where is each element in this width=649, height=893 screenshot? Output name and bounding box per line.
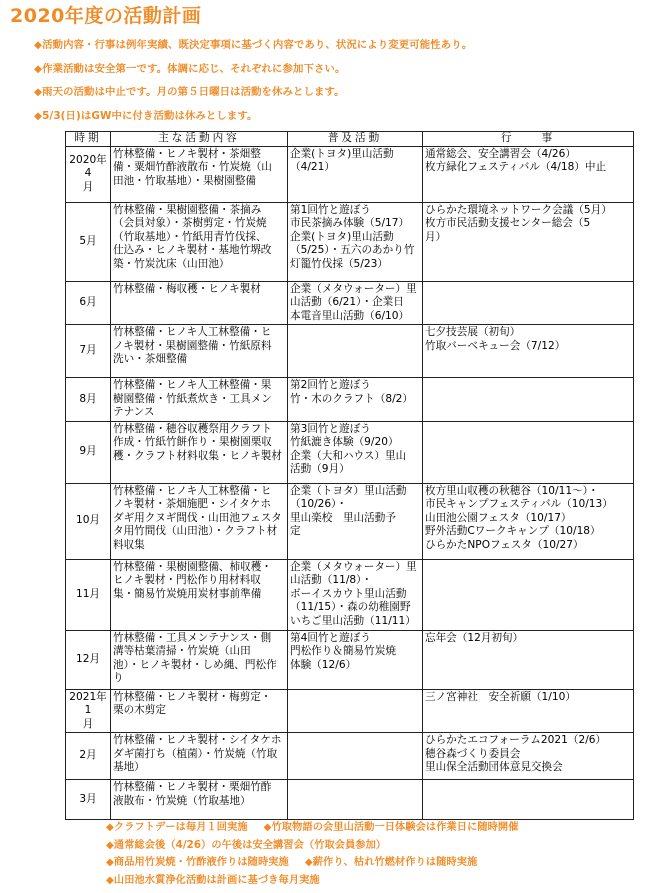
page-title: 2020年度の活動計画 <box>10 5 202 27</box>
events-cell <box>423 421 634 483</box>
cell-text-line: 穂谷森づくり委員会 <box>425 747 521 760</box>
work-cell <box>111 281 288 325</box>
header-work: 主な活動内容 <box>111 132 288 147</box>
period-cell <box>66 421 111 483</box>
period-cell <box>66 202 111 281</box>
cell-text-line: ひらかたエコフォーラム2021（2/6） <box>425 734 607 746</box>
cell-text-line: 里山保全活動団体意見交換会 <box>425 761 563 773</box>
cell-text-line: 5月 <box>79 234 97 247</box>
work-cell <box>111 689 288 733</box>
cell-text-line: 山田池公園フェスタ（10/17） <box>425 511 572 524</box>
work-cell <box>111 378 288 422</box>
period-cell <box>66 689 111 733</box>
cell-text-line: 定 <box>290 525 301 537</box>
cell-text-line: 竹紙漉き体験（9/20） <box>290 436 399 448</box>
table-row <box>66 780 634 820</box>
cell-text-line: 竹・木のクラフト（8/2） <box>290 392 413 405</box>
work-cell <box>111 421 288 483</box>
cell-text-line: 山活動（11/8）・ <box>290 574 373 586</box>
outreach-cell <box>288 325 423 378</box>
period-cell <box>66 281 111 325</box>
outreach-cell <box>288 202 423 281</box>
cell-text-line: 集・簡易竹炭焼用炭材事前準備 <box>113 587 262 600</box>
cell-text-line: 栗の木剪定 <box>113 704 166 716</box>
note-item: ◆雨天の活動は中止です。月の第５日曜日は活動を休みとします。 <box>34 86 345 98</box>
cell-text-line: 竹取バーベキュー会（7/12） <box>425 339 566 352</box>
cell-text-line: ボーイスカウト里山活動 <box>290 587 407 600</box>
cell-text-line: 灯籠竹伐採（5/23） <box>290 257 388 270</box>
table-header-row <box>66 132 634 147</box>
period-cell <box>66 780 111 820</box>
table-row <box>66 146 634 202</box>
cell-text-line: 市民茶摘み体験（5/17） <box>290 217 410 229</box>
cell-text-line: 8月 <box>79 392 97 405</box>
cell-text-line: 基地） <box>113 761 145 773</box>
cell-text-line: 野外活動Cワークキャンプ（10/18） <box>425 525 601 537</box>
cell-text-line: 竹林整備・穂谷収穫祭用クラフト <box>113 422 272 435</box>
table-row <box>66 378 634 422</box>
cell-text-line: 企業（メタウォーター）里 <box>290 282 417 295</box>
cell-text-line: 樹園整備・竹紙煮炊き・工具メン <box>113 392 272 405</box>
table-row <box>66 630 634 689</box>
table-row <box>66 559 634 630</box>
cell-text-line: （11/15）・森の幼稚園野 <box>290 601 411 613</box>
cell-text-line: 月） <box>425 230 447 243</box>
work-cell <box>111 780 288 820</box>
cell-text-line: テナンス <box>113 406 155 418</box>
table-row <box>66 325 634 378</box>
cell-text-line: ヒノキ製材・門松作り用材料収 <box>113 574 261 586</box>
cell-text-line: 料収集 <box>113 538 145 551</box>
table-row <box>66 202 634 281</box>
cell-text-line: 枚方里山収穫の秋穂谷（10/11～）・ <box>425 484 599 497</box>
cell-text-line: 竹林整備・工具メンテナンス・側 <box>113 631 272 644</box>
cell-text-line: ひらかた環境ネットワーク会議（5月） <box>425 203 612 216</box>
work-cell <box>111 325 288 378</box>
cell-text-line: 12月 <box>75 652 101 665</box>
cell-text-line: 里山楽校 里山活動予 <box>290 511 396 524</box>
cell-text-line: いちご里山活動（11/11） <box>290 614 416 627</box>
footer-notes <box>106 818 646 888</box>
events-cell <box>423 325 634 378</box>
cell-text-line: 竹林整備・果樹園整備、柿収穫・ <box>113 560 272 573</box>
table-row <box>66 421 634 483</box>
footer-item: ◆通常総会後（4/26）の午後は安全講習会（竹取会員参加） <box>106 839 387 851</box>
events-cell <box>423 559 634 630</box>
cell-text-line: 10月 <box>75 514 101 527</box>
table-row <box>66 689 634 733</box>
period-cell <box>66 146 111 202</box>
cell-text-line: 仕込み・ヒノキ製材・基地竹堺改 <box>113 244 272 256</box>
cell-text-line: 月 <box>82 717 94 730</box>
cell-text-line: 竹林整備・ヒノキ製材・シイタケホ <box>113 734 282 746</box>
cell-text-line: 穫・クラフト材料収集・ヒノキ製材 <box>113 449 282 462</box>
cell-text-line: 9月 <box>79 445 97 458</box>
footer-line <box>106 836 646 854</box>
cell-text-line: ダギ用クヌギ間伐・山田池フェスタ <box>113 511 282 524</box>
activity-plan-table <box>65 131 634 820</box>
footer-line <box>106 853 646 871</box>
cell-text-line: （10/26）・ <box>290 498 348 510</box>
events-cell <box>423 780 634 820</box>
cell-text-line: 液散布・竹炭焼（竹取基地） <box>113 794 251 807</box>
outreach-cell <box>288 483 423 559</box>
outreach-cell <box>288 281 423 325</box>
cell-text-line: り <box>113 672 124 684</box>
cell-text-line: 溝等枯葉清掃・竹炭焼（山田 <box>113 645 251 657</box>
cell-text-line: 門松作り＆簡易竹炭焼 <box>290 645 396 657</box>
period-cell <box>66 378 111 422</box>
outreach-cell <box>288 421 423 483</box>
period-cell <box>66 483 111 559</box>
cell-text-line: 竹林整備・果樹園整備・茶摘み <box>113 203 262 216</box>
outreach-cell <box>288 780 423 820</box>
footer-item: ◆竹取物語の会里山活動一日体験会は作業日に随時開催 <box>263 822 519 833</box>
cell-text-line: （4/21） <box>290 161 335 173</box>
period-cell <box>66 559 111 630</box>
cell-text-line: 竹林整備・ヒノキ製材・栗畑竹酢 <box>113 781 272 793</box>
note-item: ◆作業活動は安全第一です。体調に応じ、それぞれに参加下さい。 <box>34 62 346 75</box>
cell-text-line: （竹取基地）・竹紙用青竹伐採、 <box>113 230 267 243</box>
cell-text-line: 池）・ヒノキ製材・しめ縄、門松作 <box>113 658 277 671</box>
outreach-cell <box>288 689 423 733</box>
events-cell <box>423 630 634 689</box>
table-row <box>66 733 634 780</box>
events-cell <box>423 146 634 202</box>
cell-text-line: 11月 <box>75 587 101 600</box>
cell-text-line: 洗い・茶畑整備 <box>113 353 188 365</box>
cell-text-line: 築・竹炭沈床（山田池） <box>113 257 230 270</box>
cell-text-line: 山活動（6/21）・企業日 <box>290 296 404 308</box>
cell-text-line: 企業（大和ハウス）里山 <box>290 449 407 462</box>
cell-text-line: 体験（12/6） <box>290 658 357 671</box>
footer-line <box>106 871 646 889</box>
cell-text-line: （5/25）・五六のあかり竹 <box>290 244 415 256</box>
cell-text-line: 企業(トヨタ)里山活動 <box>290 147 394 160</box>
cell-text-line: 作成・竹紙竹餅作り・果樹園栗収 <box>113 436 272 448</box>
cell-text-line: 竹林整備・ヒノキ製材・茶畑整 <box>113 147 261 160</box>
cell-text-line: 2月 <box>79 749 97 762</box>
work-cell <box>111 146 288 202</box>
cell-text-line: 市民キャンプフェスティバル（10/13） <box>425 498 613 510</box>
cell-text-line: 枚方市民活動支援センター総会（5 <box>425 217 591 229</box>
cell-text-line: 竹林整備・ヒノキ人工林整備・ヒ <box>113 484 272 497</box>
cell-text-line: 竹林整備・ヒノキ人工林整備・ヒ <box>113 326 272 338</box>
cell-text-line: ノキ製材・果樹園整備・竹紙原料 <box>113 339 272 352</box>
note-item: ◆5/3(日)はGW中に付き活動は休みとします。 <box>34 109 258 122</box>
header-period: 時期 <box>66 132 111 147</box>
cell-text-line: 2021年1 <box>69 690 107 716</box>
outreach-cell <box>288 630 423 689</box>
header-events: 行 事 <box>423 132 634 147</box>
header-outreach: 普及活動 <box>288 132 423 147</box>
cell-text-line: 本電音里山活動（6/10） <box>290 309 410 322</box>
cell-text-line: 竹林整備・ヒノキ製材・梅剪定・ <box>113 690 272 703</box>
events-cell <box>423 483 634 559</box>
footer-item: ◆商品用竹炭焼・竹酢液作りは随時実施 <box>106 857 289 868</box>
cell-text-line: 備・粟畑竹酢液散布・竹炭焼（山 <box>113 161 272 173</box>
notes-list <box>34 36 644 130</box>
cell-text-line: 2020年4 <box>69 153 107 180</box>
table-row <box>66 281 634 325</box>
outreach-cell <box>288 378 423 422</box>
cell-text-line: （会員対象）・茶樹剪定・竹炭焼 <box>113 217 267 229</box>
footer-line <box>106 818 646 836</box>
cell-text-line: 月 <box>82 180 94 193</box>
events-cell <box>423 689 634 733</box>
cell-text-line: 枚方緑化フェスティバル（4/18）中止 <box>425 161 607 173</box>
events-cell <box>423 281 634 325</box>
cell-text-line: 竹林整備・梅収穫・ヒノキ製材 <box>113 282 261 295</box>
cell-text-line: 竹林整備・ヒノキ人工林整備・果 <box>113 379 272 391</box>
footer-item: ◆山田池水質浄化活動は計画に基づき毎月実施 <box>106 874 320 886</box>
cell-text-line: 第3回竹と遊ぼう <box>290 422 371 435</box>
cell-text-line: 企業(トヨタ)里山活動 <box>290 230 394 243</box>
work-cell <box>111 630 288 689</box>
cell-text-line: 活動（9月） <box>290 463 350 475</box>
cell-text-line: 七夕技芸展（初旬） <box>425 326 521 338</box>
cell-text-line: 三ノ宮神社 安全祈願（1/10） <box>425 690 576 703</box>
cell-text-line: ノキ製材・茶畑施肥・シイタケホ <box>113 498 271 510</box>
period-cell <box>66 733 111 780</box>
cell-text-line: 田池・竹取基地）・果樹園整備 <box>113 174 257 187</box>
events-cell <box>423 202 634 281</box>
cell-text-line: 企業（トヨタ）里山活動 <box>290 484 407 497</box>
events-cell <box>423 378 634 422</box>
period-cell <box>66 325 111 378</box>
work-cell <box>111 733 288 780</box>
outreach-cell <box>288 146 423 202</box>
cell-text-line: 第1回竹と遊ぼう <box>290 203 371 216</box>
work-cell <box>111 202 288 281</box>
cell-text-line: ひらかたNPOフェスタ（10/27） <box>425 538 584 551</box>
table-row <box>66 483 634 559</box>
footer-item: ◆薪作り、枯れ竹燃材作りは随時実施 <box>304 857 478 868</box>
cell-text-line: 3月 <box>79 792 97 805</box>
cell-text-line: 6月 <box>79 296 97 308</box>
work-cell <box>111 483 288 559</box>
note-item: ◆活動内容・行事は例年実績、既決定事項に基づく内容であり、状況により変更可能性あり。 <box>34 39 473 51</box>
cell-text-line: 7月 <box>79 344 97 357</box>
footer-item: ◆クラフトデーは毎月１回実施 <box>106 822 248 833</box>
cell-text-line: 忘年会（12月初旬） <box>425 631 524 644</box>
cell-text-line: 第4回竹と遊ぼう <box>290 631 371 644</box>
cell-text-line: ダギ菌打ち（植菌）・竹炭焼（竹取 <box>113 747 278 760</box>
cell-text-line: 企業（メタウォーター）里 <box>290 560 417 573</box>
period-cell <box>66 630 111 689</box>
outreach-cell <box>288 733 423 780</box>
work-cell <box>111 559 288 630</box>
outreach-cell <box>288 559 423 630</box>
cell-text-line: 第2回竹と遊ぼう <box>290 379 371 391</box>
cell-text-line: タ用竹間伐（山田池）・クラフト材 <box>113 525 278 537</box>
cell-text-line: 通常総会、安全講習会（4/26） <box>425 147 576 160</box>
table-body <box>66 146 634 820</box>
events-cell <box>423 733 634 780</box>
